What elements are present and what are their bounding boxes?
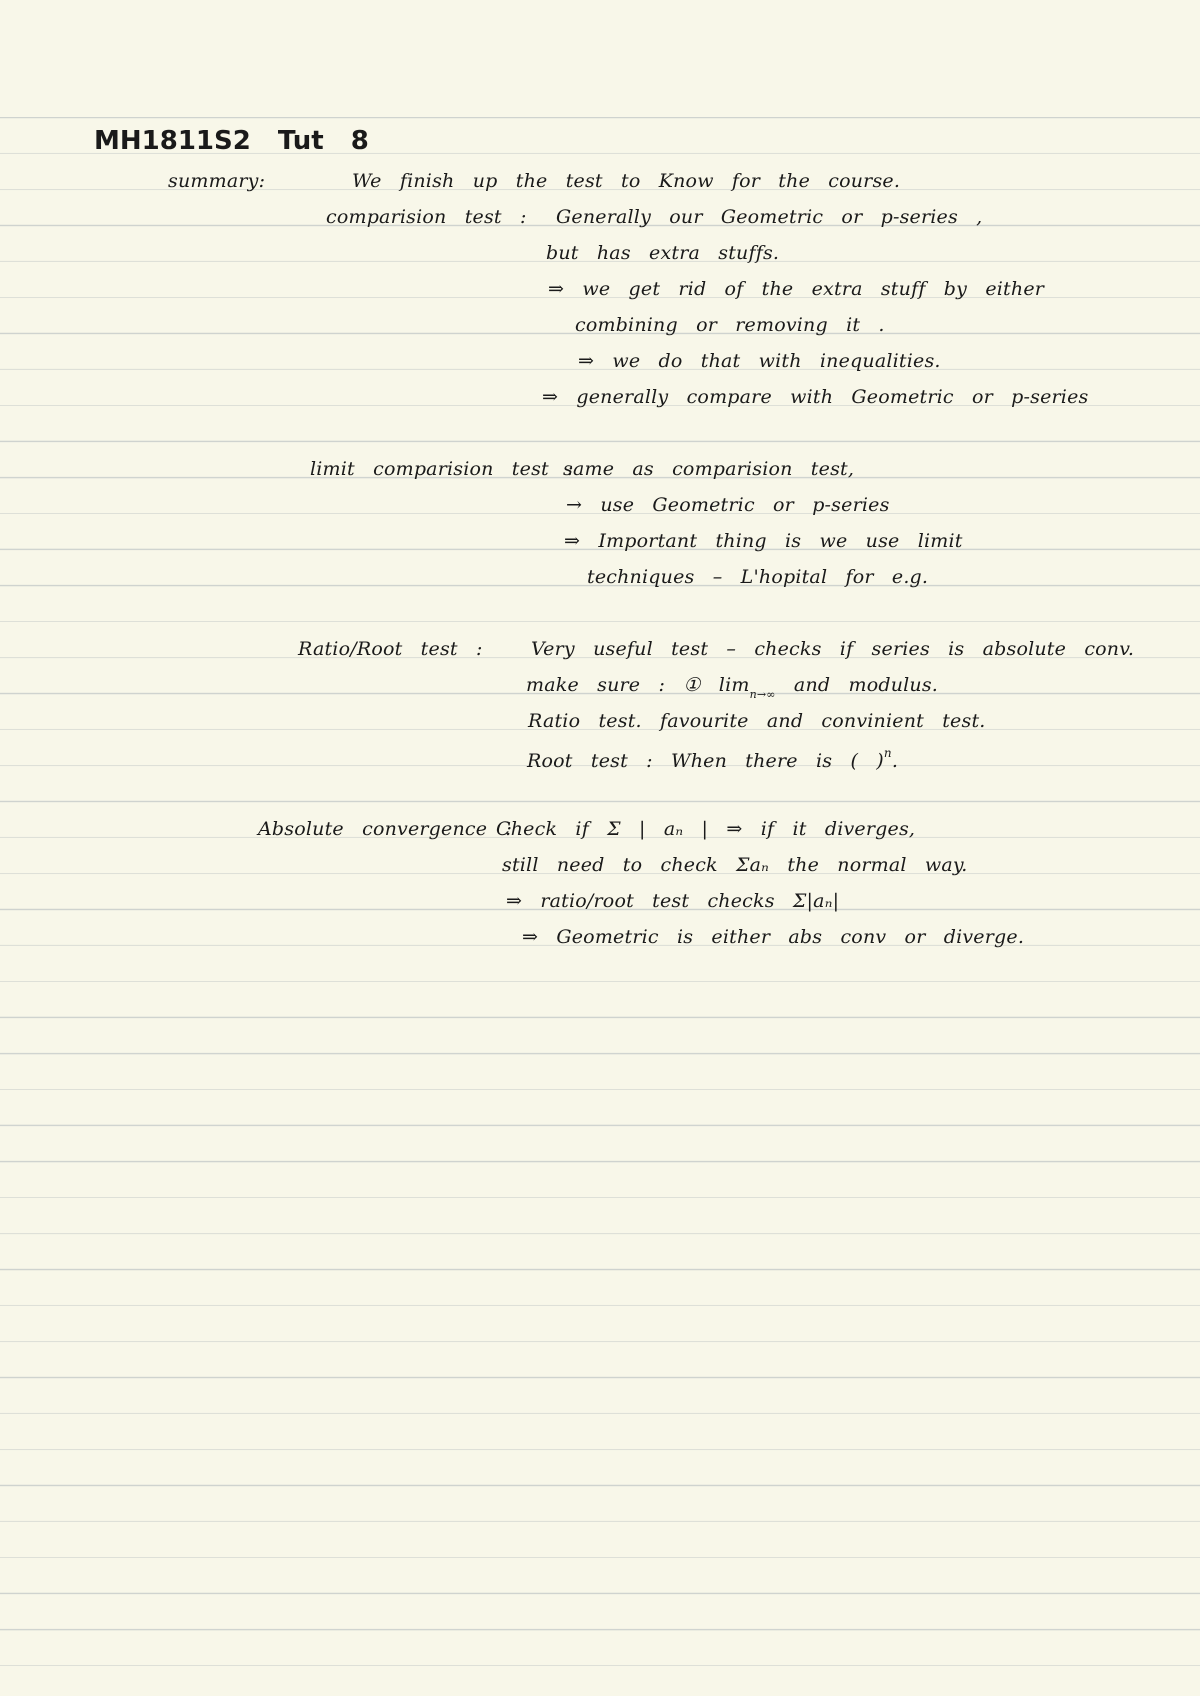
root-test-end: . — [891, 750, 899, 772]
root-test-line — [527, 746, 898, 772]
absolute-line-4: ⇒ Geometric is either abs conv or diverge. — [522, 926, 1025, 948]
make-sure-prefix: make sure : ① lim — [526, 674, 750, 696]
comparison-line-6: ⇒ generally compare with Geometric or p-series — [542, 386, 1089, 408]
comparison-line-2: but has extra stuffs. — [546, 242, 780, 264]
summary-intro: We finish up the test to Know for the course. — [352, 170, 901, 192]
limit-label: limit comparision test : — [310, 458, 574, 480]
absolute-line-3: ⇒ ratio/root test checks Σ|aₙ| — [506, 890, 840, 912]
limit-line-1: same as comparision test, — [563, 458, 855, 480]
limit-line-2: → use Geometric or p-series — [566, 494, 890, 516]
absolute-label: Absolute convergence : — [258, 818, 513, 840]
page-title: MH1811S2 Tut 8 — [94, 126, 369, 156]
comparison-label: comparision test : — [326, 206, 527, 228]
make-sure-suffix: and modulus. — [775, 674, 939, 696]
ratio-line-1: Very useful test – checks if series is absolute conv. — [531, 638, 1135, 660]
summary-label: summary: — [168, 170, 266, 192]
ratio-label: Ratio/Root test : — [298, 638, 483, 660]
comparison-line-3: ⇒ we get rid of the extra stuff by either — [548, 278, 1045, 300]
ratio-make-sure — [526, 674, 938, 701]
root-superscript: n — [883, 746, 892, 760]
comparison-line-1: Generally our Geometric or p-series , — [556, 206, 983, 228]
absolute-line-1: Check if Σ | aₙ | ⇒ if it diverges, — [496, 818, 916, 840]
limit-subscript: n→∞ — [749, 688, 776, 701]
limit-line-3: ⇒ Important thing is we use limit — [564, 530, 963, 552]
limit-line-4: techniques – L'hopital for e.g. — [587, 566, 929, 588]
comparison-line-5: ⇒ we do that with inequalities. — [578, 350, 941, 372]
ratio-line-2: Ratio test. favourite and convinient test. — [528, 710, 986, 732]
absolute-line-2: still need to check Σaₙ the normal way. — [502, 854, 968, 876]
comparison-line-4: combining or removing it . — [575, 314, 885, 336]
root-test-text: Root test : When there is ( ) — [527, 750, 884, 772]
